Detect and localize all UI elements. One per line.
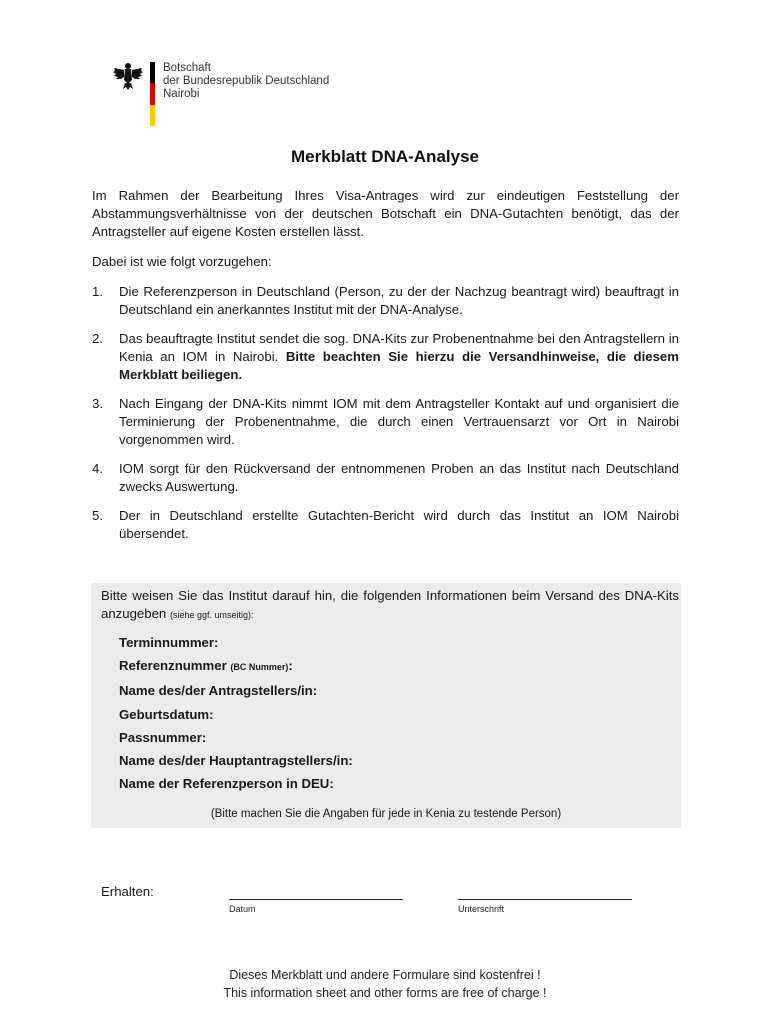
footer-line-2: This information sheet and other forms are free of charge ! [223,986,547,1000]
info-note: (Bitte machen Sie die Angaben für jede in Kenia zu testende Person) [210,808,562,820]
embassy-line-1: Botschaft [163,62,211,74]
footer-note [0,966,770,1002]
procedure-steps [92,283,679,554]
step-number: 3. [92,396,103,411]
step-text: IOM sorgt für den Rückversand der entnommenen Proben an das Institut nach Deutschland zwecks Auswertung. [119,461,679,494]
info-lead [101,587,679,624]
info-lead-text: Bitte weisen Sie das Institut darauf hin, die folgenden Informationen beim Versand des DNA-Kits anzugeben [101,588,679,621]
field-main-applicant-name: Name des/der Hauptantragstellers/in: [119,753,353,769]
embassy-name [163,62,329,101]
field-reference-colon: : [288,658,293,674]
step-number: 1. [92,284,103,299]
page-title: Merkblatt DNA-Analyse [291,147,479,166]
federal-eagle-icon [112,60,144,92]
step-text-wrapper [119,330,679,384]
field-passport-number: Passnummer: [119,729,207,745]
field-termin-number: Terminnummer: [119,635,219,650]
field-birth-date: Geburtsdatum: [119,706,214,722]
step-item [92,395,679,449]
footer-line-1: Dieses Merkblatt und andere Formulare sind kostenfrei ! [229,968,541,982]
field-reference-number [119,654,353,679]
step-text: Nach Eingang der DNA-Kits nimmt IOM mit dem Antragsteller Kontakt auf und organisiert die Terminierung der Probenentnahme, die durch einen Vertrauensarzt vor Ort in Nairobi vorgenommen wird. [119,396,679,447]
procedure-intro: Dabei ist wie folgt vorzugehen: [92,254,272,269]
step-item [92,283,679,319]
signature-label: Unterschrift [458,904,505,914]
step-text: Der in Deutschland erstellte Gutachten-Bericht wird durch das Institut an IOM Nairobi übersendet. [119,508,679,541]
embassy-line-3: Nairobi [163,88,200,100]
step-item [92,460,679,496]
step-item [92,507,679,543]
received-label: Erhalten: [101,884,154,899]
step-number: 4. [92,461,103,476]
step-item [92,330,679,384]
signature-line [458,899,632,900]
embassy-line-2: der Bundesrepublik Deutschland [163,75,330,87]
step-text: Das beauftragte Institut sendet die sog. DNA-Kits zur Probenentnahme bei den Antragstellern in Kenia an IOM in Nairobi. [119,331,679,364]
field-reference-small: (BC Nummer) [230,662,289,673]
info-box [91,583,681,828]
field-applicant-name: Name des/der Antragstellers/in: [119,683,318,699]
step-text: Die Referenzperson in Deutschland (Person, zu der der Nachzug beantragt wird) beauftragt in Deutschland ein anerkanntes Institut mit der DNA-Analyse. [119,284,679,317]
date-label: Datum [229,904,256,914]
step-bold-note: Bitte beachten Sie hierzu die Versandhinweise, die diesem Merkblatt beiliegen. [119,349,679,382]
intro-paragraph: Im Rahmen der Bearbeitung Ihres Visa-Antrages wird zur eindeutigen Feststellung der Abstammungsverhältnisse von der deutschen Botschaft ein DNA-Gutachten benötigt, das der Antragsteller auf eigene Kosten erstellen lässt. [92,188,679,239]
step-number: 5. [92,508,103,523]
step-number: 2. [92,331,103,346]
flag-bar [150,62,155,126]
field-reference-person-name: Name der Referenzperson in DEU: [119,776,334,792]
info-lead-small: (siehe ggf. umseitig): [169,610,254,620]
date-line [229,899,403,900]
required-fields-list [119,631,353,795]
field-reference-label: Referenznummer [119,658,227,674]
